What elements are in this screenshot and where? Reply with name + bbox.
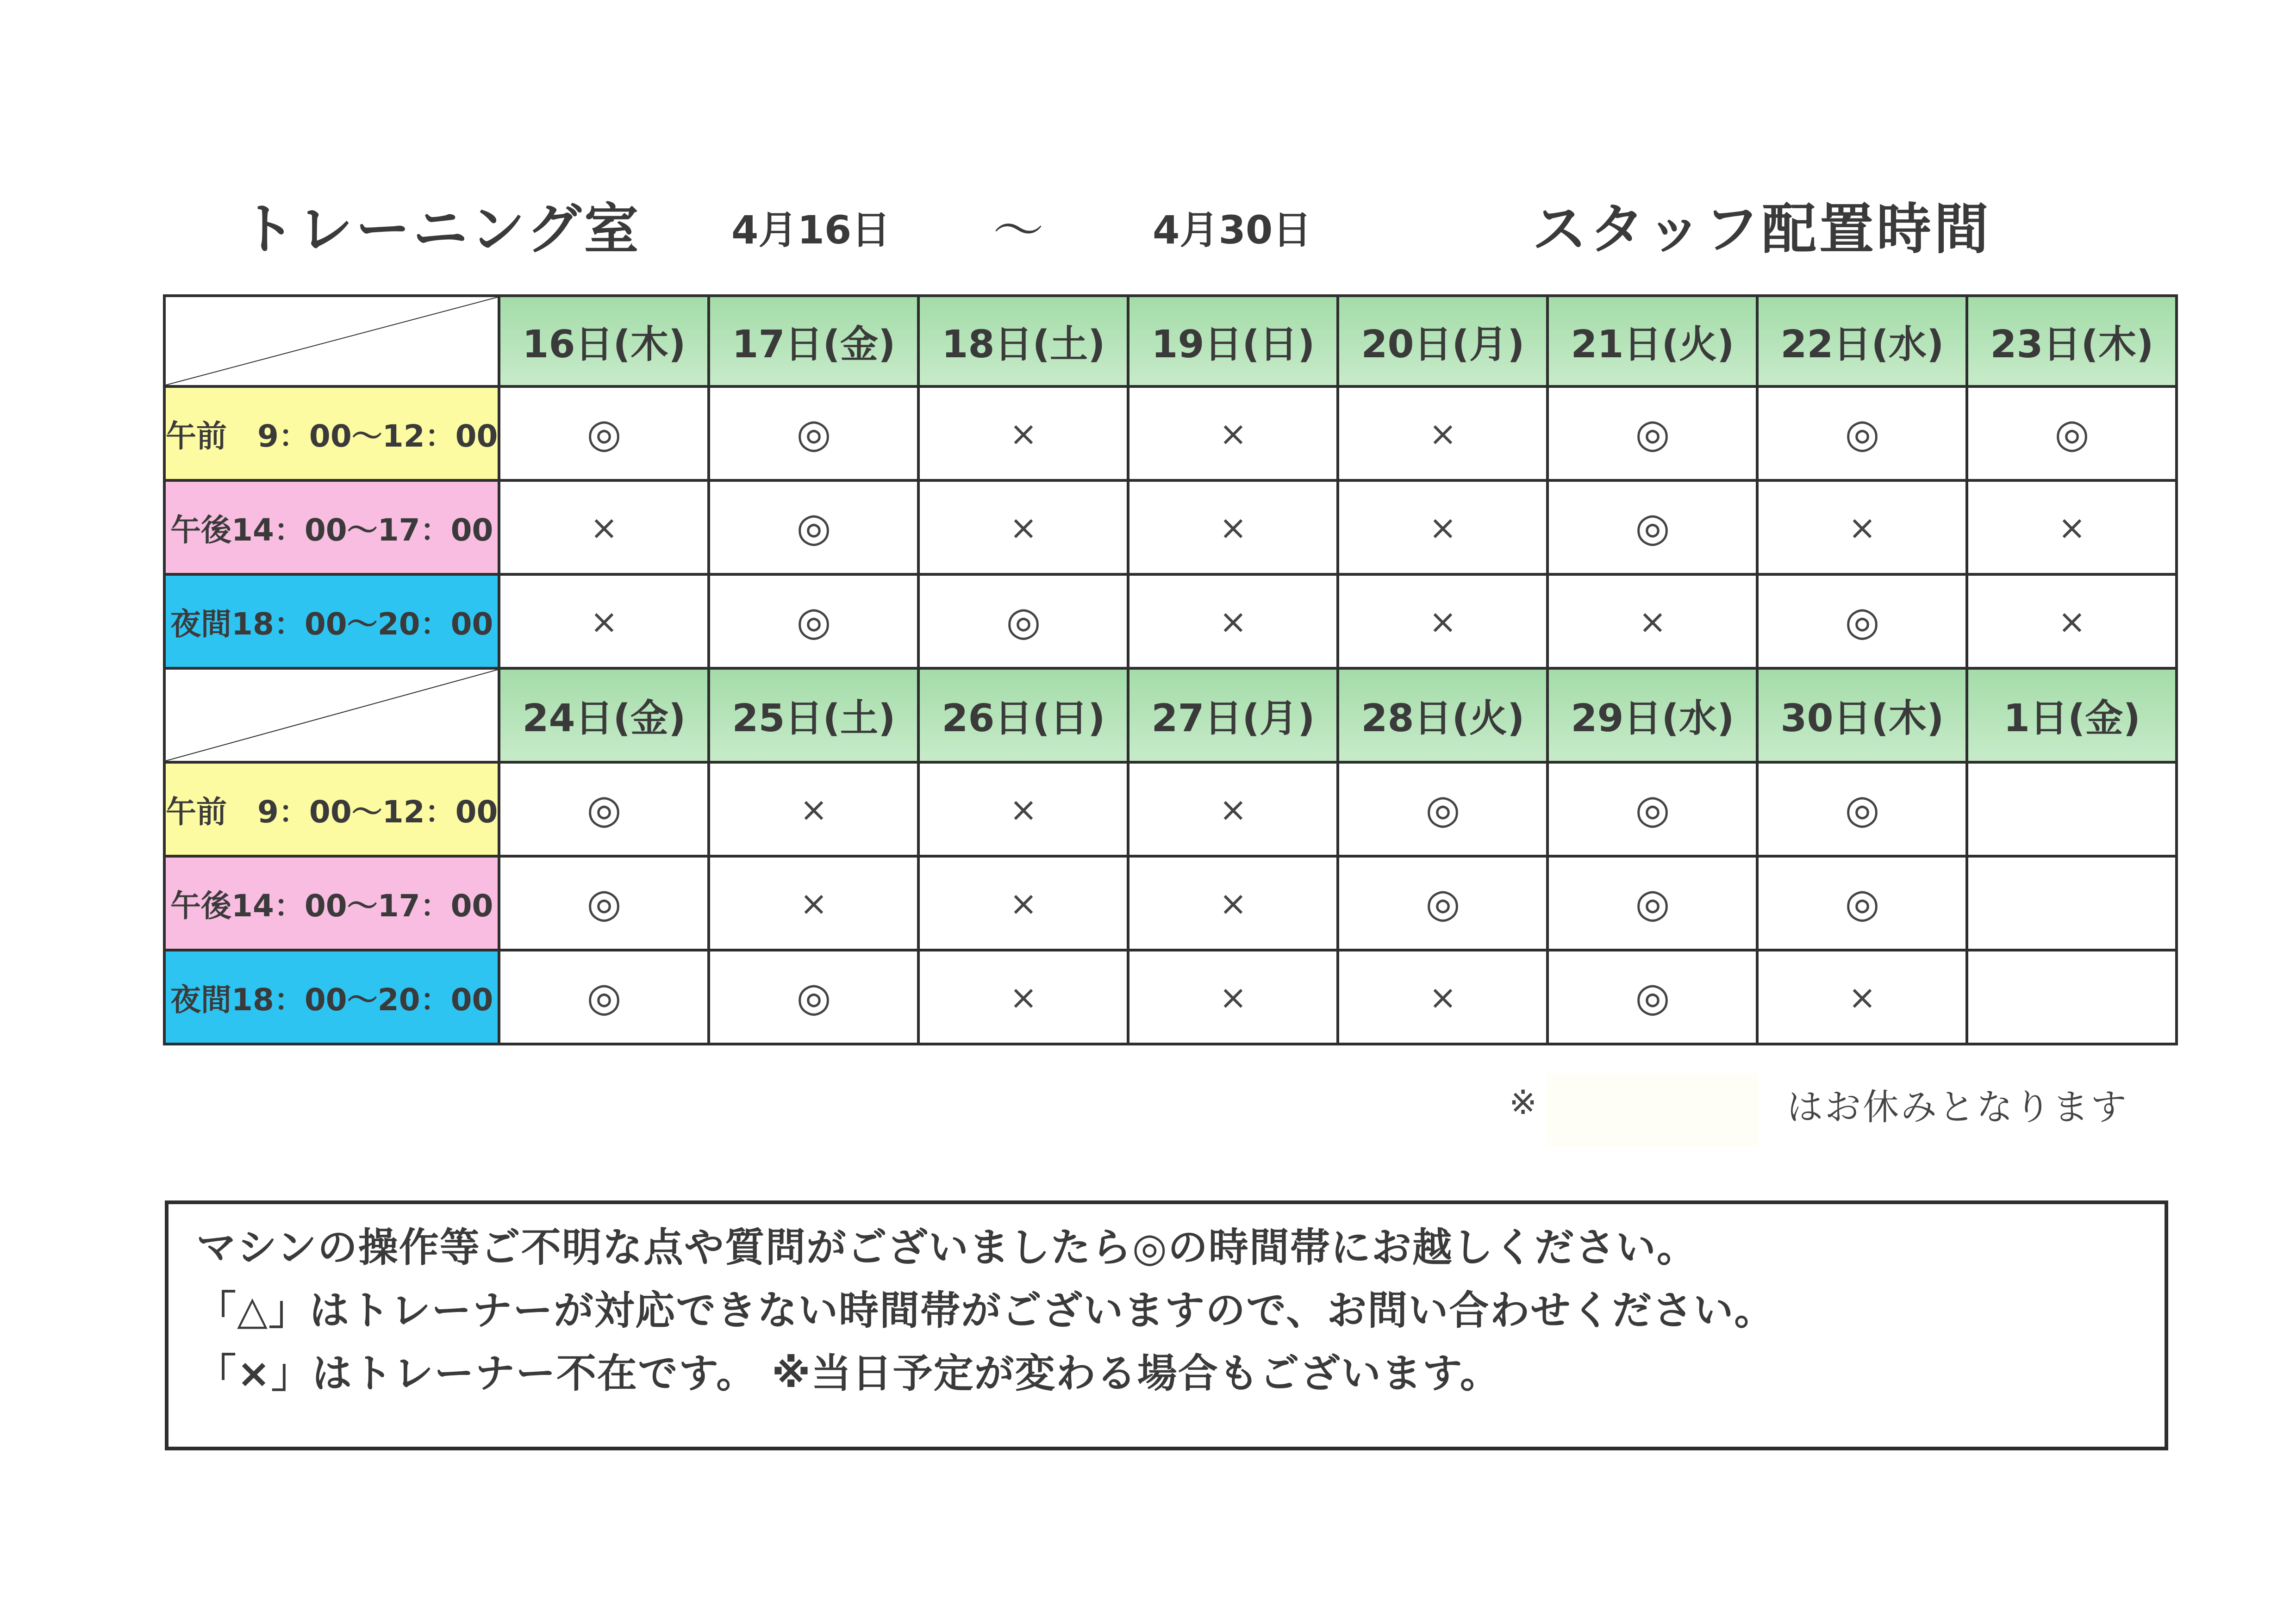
schedule-cell: × — [918, 950, 1128, 1044]
schedule-cell: × — [918, 386, 1128, 480]
end-date: 4月30日 — [1153, 207, 1312, 253]
schedule-cell: × — [918, 856, 1128, 950]
day-header: 16日(木) — [499, 296, 709, 386]
schedule-cell: × — [1757, 950, 1967, 1044]
day-header: 20日(月) — [1338, 296, 1547, 386]
schedule-cell: ◎ — [499, 386, 709, 480]
info-line: 「△」はトレーナーが対応できない時間帯がございますので、お問い合わせください。 — [196, 1287, 1775, 1334]
schedule-cell: × — [918, 480, 1128, 574]
schedule-cell — [1967, 856, 2177, 950]
day-header: 30日(木) — [1757, 668, 1967, 762]
schedule-cell: ◎ — [709, 950, 918, 1044]
week-2-header-row — [164, 668, 2177, 762]
schedule-cell: ◎ — [1547, 480, 1757, 574]
schedule-cell: ◎ — [1338, 762, 1547, 856]
schedule-cell: × — [1128, 574, 1338, 668]
schedule-row-morning — [164, 762, 2177, 856]
schedule-cell: × — [1338, 386, 1547, 480]
info-line: 「×」はトレーナー不在です。 ※当日予定が変わる場合もございます。 — [196, 1350, 1501, 1397]
schedule-cell: × — [1338, 950, 1547, 1044]
day-header: 28日(火) — [1338, 668, 1547, 762]
schedule-cell: × — [918, 762, 1128, 856]
page-title: トレーニング室 — [241, 197, 642, 261]
schedule-row-night — [164, 950, 2177, 1044]
schedule-cell: × — [1128, 856, 1338, 950]
day-header: 21日(火) — [1547, 296, 1757, 386]
schedule-cell: ◎ — [709, 386, 918, 480]
schedule-cell: ◎ — [1547, 950, 1757, 1044]
diagonal-line — [166, 670, 498, 761]
schedule-cell: × — [1128, 386, 1338, 480]
schedule-cell: × — [1128, 950, 1338, 1044]
schedule-row-morning — [164, 386, 2177, 480]
info-line: マシンの操作等ご不明な点や質問がございましたら◎の時間帯にお越しください。 — [196, 1225, 1697, 1271]
schedule-cell: ◎ — [1547, 762, 1757, 856]
schedule-cell: ◎ — [1338, 856, 1547, 950]
schedule-cell: × — [1128, 480, 1338, 574]
day-header: 26日(日) — [918, 668, 1128, 762]
day-header: 24日(金) — [499, 668, 709, 762]
schedule-cell: × — [709, 856, 918, 950]
schedule-cell: ◎ — [1547, 386, 1757, 480]
schedule-cell: × — [1757, 480, 1967, 574]
slot-label-night: 夜間18：00～20：00 — [164, 574, 499, 668]
day-header: 23日(木) — [1967, 296, 2177, 386]
schedule-cell: ◎ — [709, 574, 918, 668]
note-mark: ※ — [1509, 1083, 1537, 1122]
schedule-row-afternoon — [164, 480, 2177, 574]
corner-cell — [164, 668, 499, 762]
schedule-cell: × — [1128, 762, 1338, 856]
date-range-separator: ～ — [993, 201, 1044, 260]
schedule-row-night — [164, 574, 2177, 668]
staff-schedule-table — [163, 294, 2178, 1045]
day-header: 27日(月) — [1128, 668, 1338, 762]
schedule-cell — [1967, 762, 2177, 856]
schedule-cell: ◎ — [1967, 386, 2177, 480]
day-header: 19日(日) — [1128, 296, 1338, 386]
day-header: 25日(土) — [709, 668, 918, 762]
page-subtitle: スタッフ配置時間 — [1532, 197, 1992, 261]
day-header: 18日(土) — [918, 296, 1128, 386]
slot-label-night: 夜間18：00～20：00 — [164, 950, 499, 1044]
day-header: 22日(水) — [1757, 296, 1967, 386]
schedule-cell: ◎ — [1757, 574, 1967, 668]
schedule-cell: ◎ — [1757, 856, 1967, 950]
schedule-cell: ◎ — [499, 762, 709, 856]
schedule-cell: ◎ — [918, 574, 1128, 668]
schedule-cell: × — [499, 574, 709, 668]
day-header: 17日(金) — [709, 296, 918, 386]
schedule-cell: ◎ — [499, 856, 709, 950]
schedule-cell: × — [1967, 574, 2177, 668]
schedule-cell: × — [1338, 574, 1547, 668]
slot-label-afternoon: 午後14：00～17：00 — [164, 856, 499, 950]
holiday-legend-note — [1509, 1073, 2157, 1147]
slot-label-morning: 午前 9：00～12：00 — [164, 386, 499, 480]
day-header: 29日(水) — [1547, 668, 1757, 762]
start-date: 4月16日 — [731, 207, 891, 253]
slot-label-morning: 午前 9：00～12：00 — [164, 762, 499, 856]
corner-cell — [164, 296, 499, 386]
schedule-cell: ◎ — [1757, 386, 1967, 480]
schedule-cell: × — [499, 480, 709, 574]
schedule-row-afternoon — [164, 856, 2177, 950]
schedule-cell: ◎ — [1757, 762, 1967, 856]
schedule-cell — [1967, 950, 2177, 1044]
slot-label-afternoon: 午後14：00～17：00 — [164, 480, 499, 574]
holiday-color-swatch — [1546, 1073, 1759, 1147]
week-1-header-row — [164, 296, 2177, 386]
holiday-legend-text: はお休みとなります — [1787, 1087, 2129, 1128]
schedule-cell: ◎ — [499, 950, 709, 1044]
schedule-cell: × — [709, 762, 918, 856]
schedule-cell: ◎ — [1547, 856, 1757, 950]
schedule-cell: × — [1547, 574, 1757, 668]
day-header: 1日(金) — [1967, 668, 2177, 762]
diagonal-line — [166, 297, 498, 385]
schedule-cell: ◎ — [709, 480, 918, 574]
schedule-cell: × — [1338, 480, 1547, 574]
schedule-cell: × — [1967, 480, 2177, 574]
info-box — [165, 1200, 2168, 1450]
